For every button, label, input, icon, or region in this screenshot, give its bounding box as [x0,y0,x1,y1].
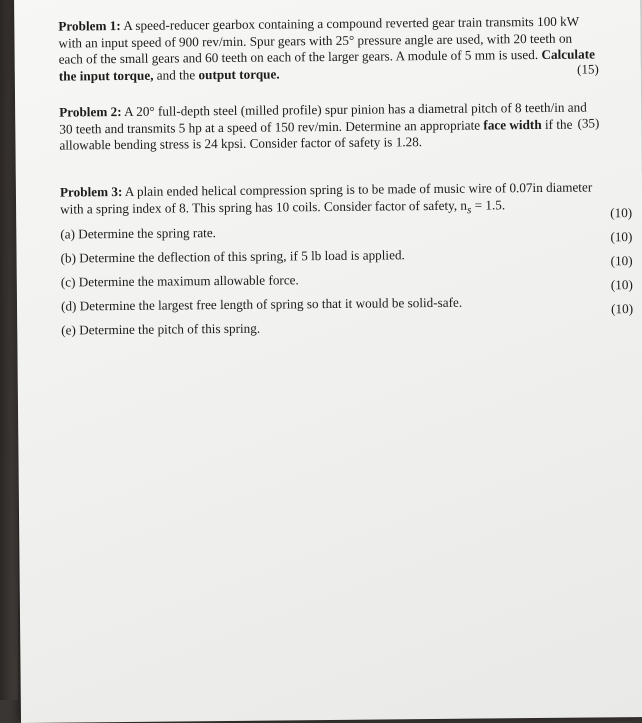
problem-2-points: (35) [577,115,600,131]
problem-2-text [59,99,599,154]
problem-1-text [58,13,599,84]
part-a-label: (a) Determine the spring rate. [60,225,217,242]
part-d-label: (d) Determine the largest free length of spring so that it would be solid-safe. [60,294,463,314]
problem-1-title: Problem 1: [58,17,121,34]
problem-1-body: A speed-reducer gearbox containing a compound reverted gear train transmits 100 kW with an input speed of 900 rev/min. Spur gears with 25° pressure angle are used, with 20 teeth on each of the small gears and 60 teeth on each of the larger gears. A module of 5 mm is used. [58,13,580,67]
part-c-label: (c) Determine the maximum allowable force. [60,272,299,290]
problem-2-body: A 20° full-depth steel (milled profile) spur pinion has a diametral pitch of 8 teeth/in and 30 teeth and transmits 5 hp at a speed of 150 rev/min. Determine an appropriate [59,99,587,137]
part-d-points: (10) [610,277,633,293]
problem-1-emphasis-2: output torque. [198,65,280,82]
problem-3 [59,179,634,338]
problem-2-body-2: if the allowable bending stress is 24 kpsi. Consider factor of safety is 1.28. [59,116,573,153]
part-a [60,205,633,244]
problem-1-emphasis: Calculate the input torque, [58,46,595,84]
part-c-points: (10) [610,253,633,269]
part-b-label: (b) Determine the deflection of this spring, if 5 lb load is applied. [60,247,405,266]
problem-3-body-end: = 1.5. [471,196,506,213]
problem-3-parts [60,205,634,338]
problem-1 [58,13,599,84]
part-e-label: (e) Determine the pitch of this spring. [61,320,261,338]
problem-2-emphasis: face width [483,116,542,133]
part-e-points: (10) [611,301,634,317]
problem-1-points: (15) [577,61,599,77]
problem-3-text [60,179,600,222]
problem-1-body-2: and the [153,66,199,83]
problem-3-title: Problem 3: [59,183,123,200]
paper-sheet [14,0,642,723]
part-a-points: (10) [610,205,633,221]
problem-3-body: A plain ended helical compression spring is to be made of music wire of 0.07in diameter with a spring index of 8. This spring has 10 coils. Consider factor of safety, n [60,179,593,217]
part-b-points: (10) [610,229,633,245]
problem-2-title: Problem 2: [59,103,122,120]
problem-2 [59,99,599,154]
problem-3-subscript: s [466,203,472,216]
